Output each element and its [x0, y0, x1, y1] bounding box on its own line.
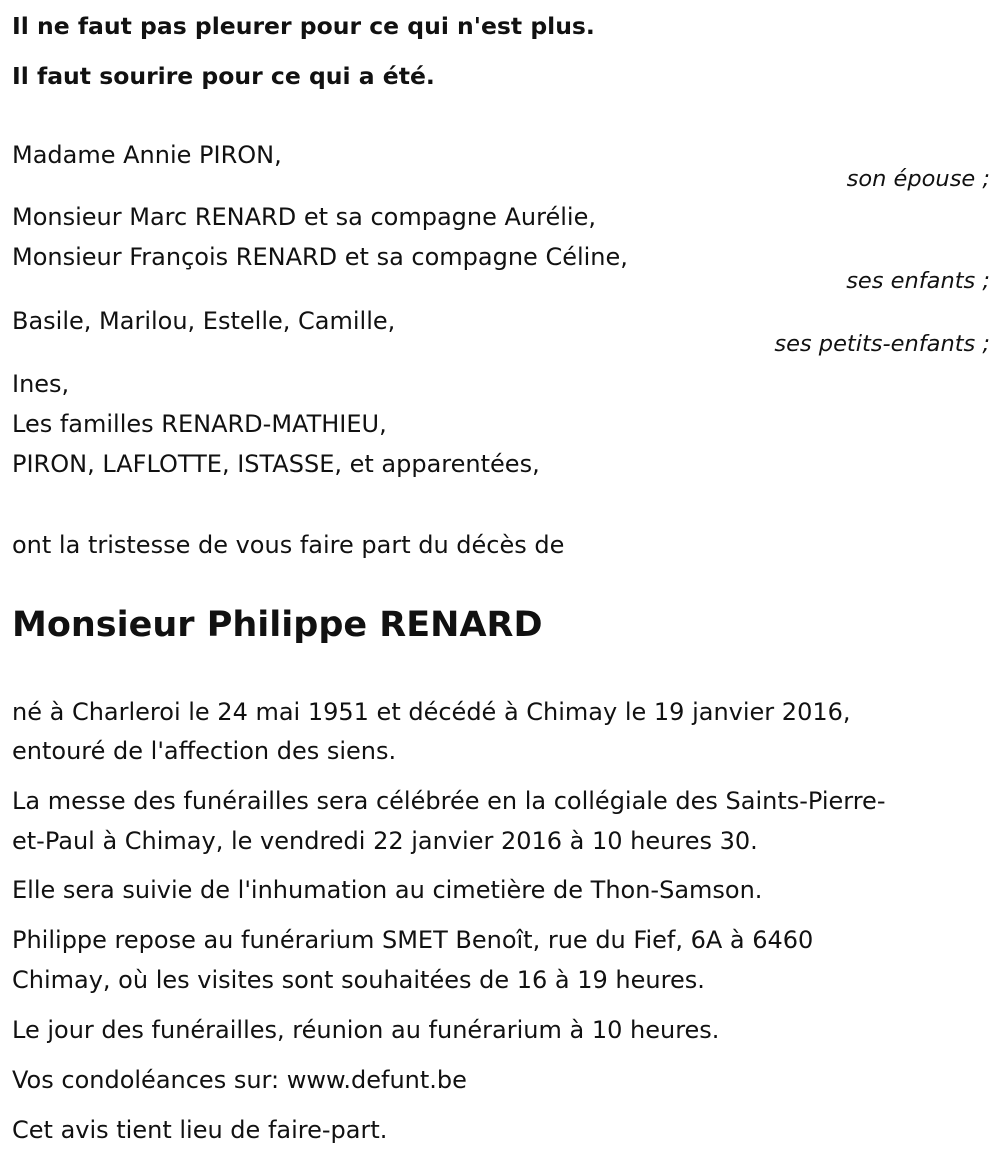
funerarium-line-1: Philippe repose au funérarium SMET Benoît, rue du Fief, 6A à 6460	[12, 926, 814, 954]
notice-line: Cet avis tient lieu de faire-part.	[12, 1116, 388, 1144]
family-line-3: PIRON, LAFLOTTE, ISTASSE, et apparentées,	[12, 450, 540, 478]
child-name-1: Monsieur Marc RENARD et sa compagne Aurélie,	[12, 203, 596, 231]
deceased-name: Monsieur Philippe RENARD	[12, 605, 543, 645]
family-line-2: Les familles RENARD-MATHIEU,	[12, 410, 387, 438]
grandchildren-relation: ses petits-enfants ;	[774, 331, 990, 357]
quote-line-2: Il faut sourire pour ce qui a été.	[12, 62, 435, 90]
spouse-name: Madame Annie PIRON,	[12, 141, 282, 169]
mass-line-2: et-Paul à Chimay, le vendredi 22 janvier 2016 à 10 heures 30.	[12, 827, 758, 855]
funerarium-line-2: Chimay, où les visites sont souhaitées de 16 à 19 heures.	[12, 966, 705, 994]
burial-line: Elle sera suivie de l'inhumation au cimetière de Thon-Samson.	[12, 876, 763, 904]
mass-line-1: La messe des funérailles sera célébrée en la collégiale des Saints-Pierre-	[12, 787, 886, 815]
spouse-relation: son épouse ;	[846, 166, 990, 192]
condolences-line: Vos condoléances sur: www.defunt.be	[12, 1066, 467, 1094]
gathering-line: Le jour des funérailles, réunion au funérarium à 10 heures.	[12, 1016, 720, 1044]
announcement-text: ont la tristesse de vous faire part du décès de	[12, 531, 565, 559]
birth-death-line-1: né à Charleroi le 24 mai 1951 et décédé à Chimay le 19 janvier 2016,	[12, 698, 851, 726]
family-line-1: Ines,	[12, 370, 70, 398]
birth-death-line-2: entouré de l'affection des siens.	[12, 737, 397, 765]
child-name-2: Monsieur François RENARD et sa compagne Céline,	[12, 243, 628, 271]
grandchildren-names: Basile, Marilou, Estelle, Camille,	[12, 307, 396, 335]
quote-line-1: Il ne faut pas pleurer pour ce qui n'est plus.	[12, 12, 595, 40]
children-relation: ses enfants ;	[846, 268, 990, 294]
